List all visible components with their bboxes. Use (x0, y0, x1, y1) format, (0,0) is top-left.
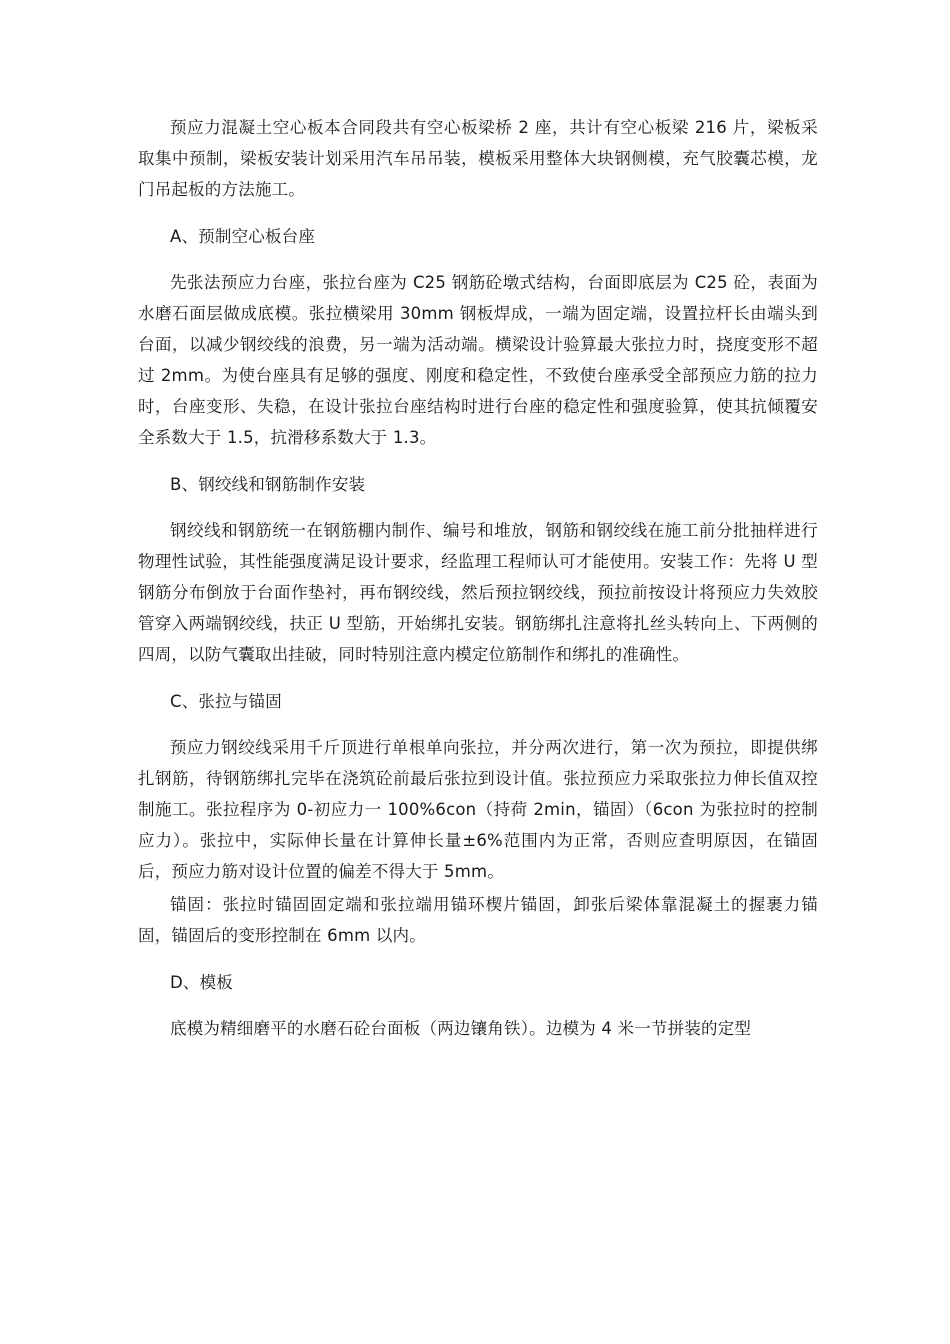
section-c-heading: C、张拉与锚固 (170, 692, 282, 711)
section-b-heading: B、钢绞线和钢筋制作安装 (170, 475, 366, 494)
section-c-anchorage-paragraph: 锚固：张拉时锚固固定端和张拉端用锚环楔片锚固，卸张后梁体靠混凝土的握裹力锚固，锚固后的变形控制在 6mm 以内。 (138, 895, 818, 945)
section-a-paragraph: 先张法预应力台座，张拉台座为 C25 钢筋砼墩式结构，台面即底层为 C25 砼，表面为水磨石面层做成底模。张拉横梁用 30mm 钢板焊成，一端为固定端，设置拉杆长由端头到台面，以减少钢绞线的浪费，另一端为活动端。横梁设计验算最大张拉力时，挠度变形不超过 2mm。为使台座具有足够的强度、刚度和稳定性，不致使台座承受全部预应力筋的拉力时，台座变形、失稳，在设计张拉台座结构时进行台座的稳定性和强度验算，使其抗倾覆安全系数大于 1.5，抗滑移系数大于 1.3。 (138, 273, 818, 447)
intro-paragraph: 预应力混凝土空心板本合同段共有空心板梁桥 2 座，共计有空心板梁 216 片，梁板采取集中预制，梁板安装计划采用汽车吊吊装，模板采用整体大块钢侧模，充气胶囊芯模，龙门吊起板的方法施工。 (138, 118, 818, 199)
section-a-heading: A、预制空心板台座 (170, 227, 316, 246)
section-c-paragraph: 预应力钢绞线采用千斤顶进行单根单向张拉，并分两次进行，第一次为预拉，即提供绑扎钢筋，待钢筋绑扎完毕在浇筑砼前最后张拉到设计值。张拉预应力采取张拉力伸长值双控制施工。张拉程序为 0-初应力一 100%6con（持荷 2min，锚固）（6con 为张拉时的控制应力）。张拉中，实际伸长量在计算伸长量±6%范围内为正常，否则应查明原因，在锚固后，预应力筋对设计位置的偏差不得大于 5mm。 (138, 738, 818, 881)
section-b-paragraph: 钢绞线和钢筋统一在钢筋棚内制作、编号和堆放，钢筋和钢绞线在施工前分批抽样进行物理性试验，其性能强度满足设计要求，经监理工程师认可才能使用。安装工作：先将 U 型钢筋分布倒放于台面作垫衬，再布钢绞线，然后预拉钢绞线，预拉前按设计将预应力失效胶管穿入两端钢绞线，扶正 U 型筋，开始绑扎安装。钢筋绑扎注意将扎丝头转向上、下两侧的四周，以防气囊取出挂破，同时特别注意内模定位筋制作和绑扎的准确性。 (138, 521, 818, 664)
document-page (138, 112, 818, 1044)
section-d-paragraph: 底模为精细磨平的水磨石砼台面板（两边镶角铁）。边模为 4 米一节拼装的定型 (170, 1019, 752, 1038)
section-d-heading: D、模板 (170, 973, 234, 992)
